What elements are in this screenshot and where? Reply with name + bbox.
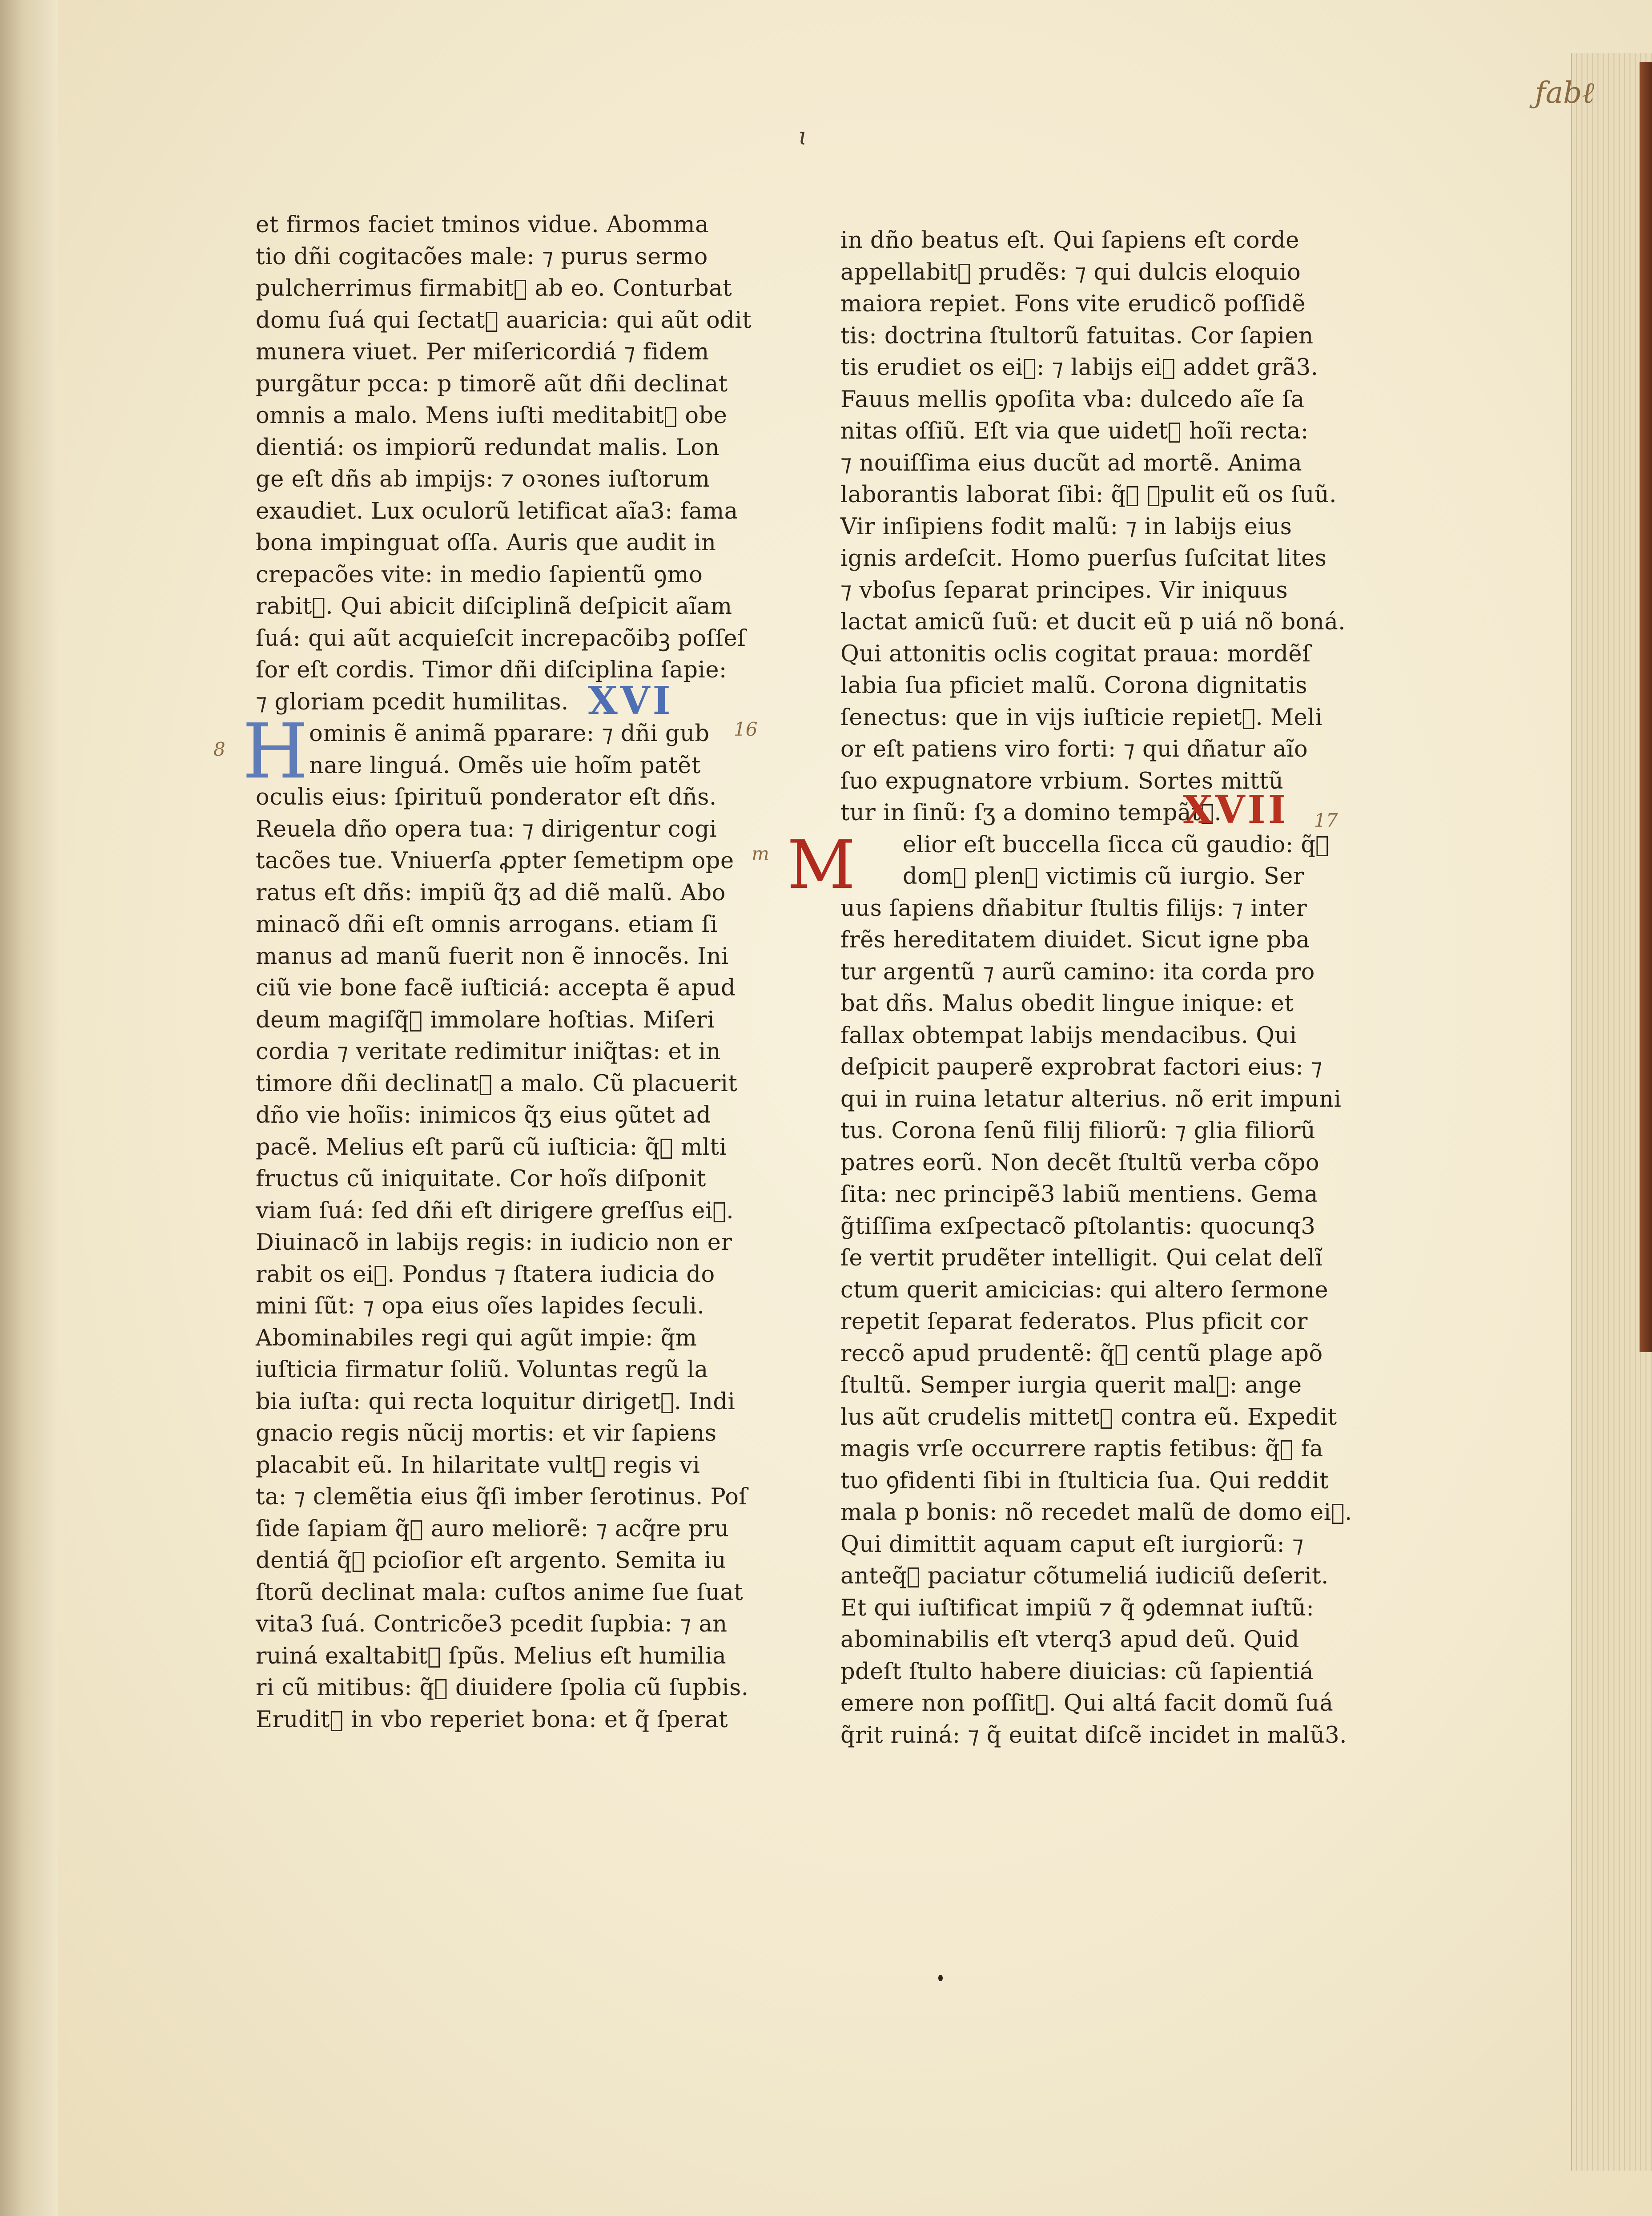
text-line: cordia ⁊ veritate redimitur iniq̃tas: et in [256, 1039, 721, 1065]
text-line: Fauus mellis ꝯpoſita vba: dulcedo aı̃e ſa [840, 386, 1305, 413]
text-line: tis erudiet os ei᷒: ⁊ labijs ei᷒ addet grã3. [840, 355, 1318, 381]
text-line: nitas oſſiũ. Eſt via que uidet᷑ hoı̃i recta: [840, 418, 1309, 444]
text-line: emere non poſſit᷑. Qui altá facit domũ ſuá [840, 1690, 1334, 1716]
text-line: uus ſapiens dñabitur ſtultis filijs: ⁊ inter [840, 895, 1307, 922]
leather-cover-edge [1640, 62, 1652, 1352]
text-line: tur argentũ ⁊ aurũ camino: ita corda pro [840, 959, 1315, 985]
text-line: ⁊ vboſus ſeparat principes. Vir iniquus [840, 577, 1288, 604]
text-line: fructus cũ iniquitate. Cor hoı̃s diſponit [256, 1166, 706, 1192]
text-line: mini ſũt: ⁊ opa eius oı̃es lapides ſeculi. [256, 1293, 705, 1319]
text-line: frẽs hereditatem diuidet. Sicut igne pba [840, 927, 1310, 953]
text-line: dentiá q̃ᷓ pcioſior eſt argento. Semita iu [256, 1547, 727, 1574]
top-mark: ɩ [798, 122, 808, 150]
text-line: lus aũt crudelis mittet᷑ contra eũ. Expedit [840, 1404, 1337, 1430]
text-line: tuo ꝯfidenti ſibi in ſtulticia ſua. Qui reddit [840, 1467, 1329, 1494]
text-line: rabit᷑. Qui abicit diſciplinã deſpicit aı̃am [256, 593, 732, 620]
text-line: munera viuet. Per miſericordiá ⁊ fidem [256, 339, 709, 365]
text-line: appellabit᷑ prudẽs: ⁊ qui dulcis eloquio [840, 259, 1301, 286]
text-line: bona impinguat oſſa. Auris que audit in [256, 530, 716, 556]
text-line: ſita: nec principẽ3 labiũ mentiens. Gema [840, 1181, 1318, 1208]
text-line: placabit eũ. In hilaritate vult᷒ regis vi [256, 1452, 700, 1479]
text-line: domu ſuá qui ſectat᷑ auaricia: qui aũt odit [256, 307, 752, 334]
chapter-numeral-xvii: XVII [1183, 787, 1289, 832]
text-line: Reuela dño opera tua: ⁊ dirigentur cogi [256, 816, 717, 842]
margin-note-right-xvi: 16 [734, 718, 758, 740]
folio-note: ƒabℓ [1535, 76, 1594, 110]
ink-dot [938, 1975, 943, 1981]
text-line: deum magiſq̃ᷓ immolare hoſtias. Miſeri [256, 1007, 715, 1033]
text-line: in dño beatus eſt. Qui ſapiens eſt corde [840, 227, 1299, 254]
text-line: vita3 ſuá. Contricõe3 pcedit ſupbia: ⁊ an [256, 1611, 728, 1637]
text-line: anteq̃ᷓ paciatur cõtumeliá iudiciũ deſerit. [840, 1563, 1329, 1589]
margin-note-right-xvii: 17 [1314, 810, 1338, 831]
text-line: dño vie hoı̃is: inimicos q̃ʒ eius ꝯũtet ad [256, 1102, 711, 1128]
text-line: repetit ſeparat federatos. Plus pficit cor [840, 1309, 1308, 1335]
text-line: elior eſt buccella ſicca cũ gaudio: q̃ᷓ [903, 831, 1330, 858]
text-line: fallax obtempat labijs mendacibus. Qui [840, 1022, 1297, 1049]
text-line: manus ad manũ fuerit non ẽ innocẽs. Ini [256, 943, 729, 970]
text-line: Et qui iuſtificat impiũ ⁊ q̃ ꝯdemnat iuſtũ: [840, 1595, 1314, 1621]
text-line: ſtultũ. Semper iurgia querit mal᷒: ange [840, 1372, 1302, 1398]
text-line: crepacões vite: in medio ſapientũ ꝯmo [256, 561, 703, 588]
text-line: reccõ apud prudentẽ: q̃ᷓ centũ plage apõ [840, 1340, 1323, 1367]
text-line: bia iuſta: qui recta loquitur diriget᷑. Indi [256, 1388, 736, 1415]
text-line: Qui attonitis oclis cogitat praua: mordẽſ [840, 641, 1311, 667]
margin-note-left-xvi: 8 [213, 738, 225, 760]
text-line: tio dñi cogitacões male: ⁊ purus sermo [256, 243, 708, 270]
text-line: lactat amicũ ſuũ: et ducit eũ p uiá nõ boná. [840, 609, 1346, 635]
text-line: iuſticia firmatur ſoliũ. Voluntas regũ la [256, 1357, 708, 1383]
text-line: or eſt patiens viro forti: ⁊ qui dñatur aı̃o [840, 736, 1308, 762]
text-line: et firmos faciet tminos vidue. Abomma [256, 212, 709, 238]
text-line: labia ſua pficiet malũ. Corona dignitatis [840, 673, 1307, 699]
text-line: ratus eſt dñs: impiũ q̃ʒ ad diẽ malũ. Abo [256, 879, 726, 906]
text-line: omnis a malo. Mens iuſti meditabit᷑ obe [256, 403, 728, 429]
text-line: tus. Corona ſenũ filij filiorũ: ⁊ glia filiorũ [840, 1118, 1316, 1144]
text-line: minacõ dñi eſt omnis arrogans. etiam ſi [256, 911, 718, 938]
text-line: ge eſt dñs ab impijs: ⁊ oꝛones iuſtorum [256, 466, 710, 492]
text-line: abominabilis eſt vterq3 apud deũ. Quid [840, 1627, 1300, 1653]
text-line: qui in ruina letatur alterius. nõ erit impuni [840, 1086, 1342, 1112]
text-line: timore dñi declinat᷑ a malo. Cũ placuerit [256, 1070, 738, 1097]
text-line: ſor eſt cordis. Timor dñi diſciplina ſapie: [256, 657, 727, 683]
text-line: oculis eius: ſpirituũ ponderator eſt dñs. [256, 784, 717, 810]
text-line: ta: ⁊ clemẽtia eius q̃ſi imber ſerotinus. Poſ [256, 1484, 748, 1510]
text-line: exaudiet. Lux oculorũ letificat aı̃a3: fama [256, 498, 738, 524]
text-line: ominis ẽ animã pparare: ⁊ dñi gub [309, 721, 710, 747]
text-line: Diuinacõ in labijs regis: in iudicio non er [256, 1229, 732, 1256]
text-line: ignis ardeſcit. Homo puerſus ſuſcitat lites [840, 545, 1327, 572]
text-line: tis: doctrina ſtultorũ fatuitas. Cor ſapien [840, 322, 1314, 349]
text-line: laborantis laborat ſibi: q̃ᷓ ꝯpulit eũ os ſuũ. [840, 482, 1337, 508]
text-line: ⁊ gloriam pcedit humilitas. [256, 689, 569, 715]
text-line: Erudit᷒ in vbo reperiet bona: et q̃ ſperat [256, 1706, 728, 1733]
text-line: pulcherrimus firmabit᷑ ab eo. Conturbat [256, 275, 732, 302]
text-line: ſuá: qui aũt acquieſcit increpacõibꝫ poſſeſ [256, 625, 746, 652]
text-line: ri cũ mitibus: q̃ᷓ diuidere ſpolia cũ ſupbis. [256, 1675, 749, 1701]
text-line: ⁊ nouiſſima eius ducũt ad mortẽ. Anima [840, 450, 1302, 476]
right-text-column [840, 225, 1352, 1751]
text-line: tur in ſinũ: ſʒ a domino tempãt᷑. [840, 800, 1222, 826]
text-line: Vir inſipiens fodit malũ: ⁊ in labijs eius [840, 513, 1292, 540]
text-line: pacẽ. Melius eſt parũ cũ iuſticia: q̃ᷓ mlti [256, 1134, 727, 1160]
text-line: mala p bonis: nõ recedet malũ de domo ei᷒. [840, 1499, 1352, 1526]
text-line: ſe vertit prudẽter intelligit. Qui celat delı̃ [840, 1245, 1323, 1271]
text-line: ſtorũ declinat mala: cuſtos anime ſue ſuat [256, 1579, 744, 1606]
text-line: magis vrſe occurrere raptis fetibus: q̃ᷓ fa [840, 1436, 1323, 1462]
text-line: viam ſuá: ſed dñi eſt dirigere greſſus ei᷒. [256, 1197, 734, 1224]
decorated-initial-h: H [242, 708, 309, 796]
binding-gutter [0, 0, 58, 2216]
text-line: ciũ vie bone facẽ iuſticiá: accepta ẽ apud [256, 975, 736, 1001]
text-line: gnacio regis nũcij mortis: et vir ſapiens [256, 1420, 717, 1446]
text-line: ctum querit amicicias: qui altero ſermone [840, 1277, 1329, 1303]
text-line: bat dñs. Malus obedit lingue inique: et [840, 991, 1294, 1017]
chapter-numeral-xvi: XVI [588, 678, 673, 723]
text-line: dom᷒ plenᷓ victimis cũ iurgio. Ser [903, 863, 1304, 890]
text-line: maiora repiet. Fons vite erudicõ poſſidẽ [840, 291, 1306, 317]
text-line: pdeſt ſtulto habere diuicias: cũ ſapientiá [840, 1658, 1314, 1685]
text-line: Qui dimittit aquam caput eſt iurgiorũ: ⁊ [840, 1531, 1304, 1558]
decorated-initial-m: M [787, 826, 856, 904]
text-line: rabit os ei᷒. Pondus ⁊ ſtatera iudicia do [256, 1261, 715, 1288]
text-line: q̃rit ruiná: ⁊ q̃ euitat diſcẽ incidet in malũ3. [840, 1722, 1347, 1749]
text-line: ruiná exaltabit᷑ ſpũs. Melius eſt humilia [256, 1643, 727, 1669]
text-line: patres eorũ. Non decẽt ſtultũ verba cõpo [840, 1149, 1320, 1176]
text-line: ſenectus: que in vijs iuſticie repiet᷑. Meli [840, 704, 1322, 731]
text-line: tacões tue. Vniuerſa ꝓpter ſemetipm ope [256, 848, 734, 874]
text-line: ſuo expugnatore vrbium. Sortes mittũ [840, 768, 1284, 794]
text-line: dientiá: os impiorũ redundat malis. Lon [256, 434, 720, 461]
text-line: nare linguá. Omẽs uie hoı̃m patẽt [309, 752, 701, 779]
text-line: purgãtur pcca: p timorẽ aũt dñi declinat [256, 371, 728, 397]
text-line: Abominabiles regi qui agũt impie: q̃m [256, 1325, 697, 1351]
text-line: deſpicit pauperẽ exprobrat factori eius: ⁊ [840, 1054, 1322, 1080]
text-line: ſide ſapiam q̃ᷓ auro meliorẽ: ⁊ acq̃re pru [256, 1515, 729, 1542]
text-line: g̃tiſſima exſpectacõ pſtolantis: quocunq3 [840, 1213, 1316, 1240]
margin-note-left-xvii: m [752, 843, 769, 865]
